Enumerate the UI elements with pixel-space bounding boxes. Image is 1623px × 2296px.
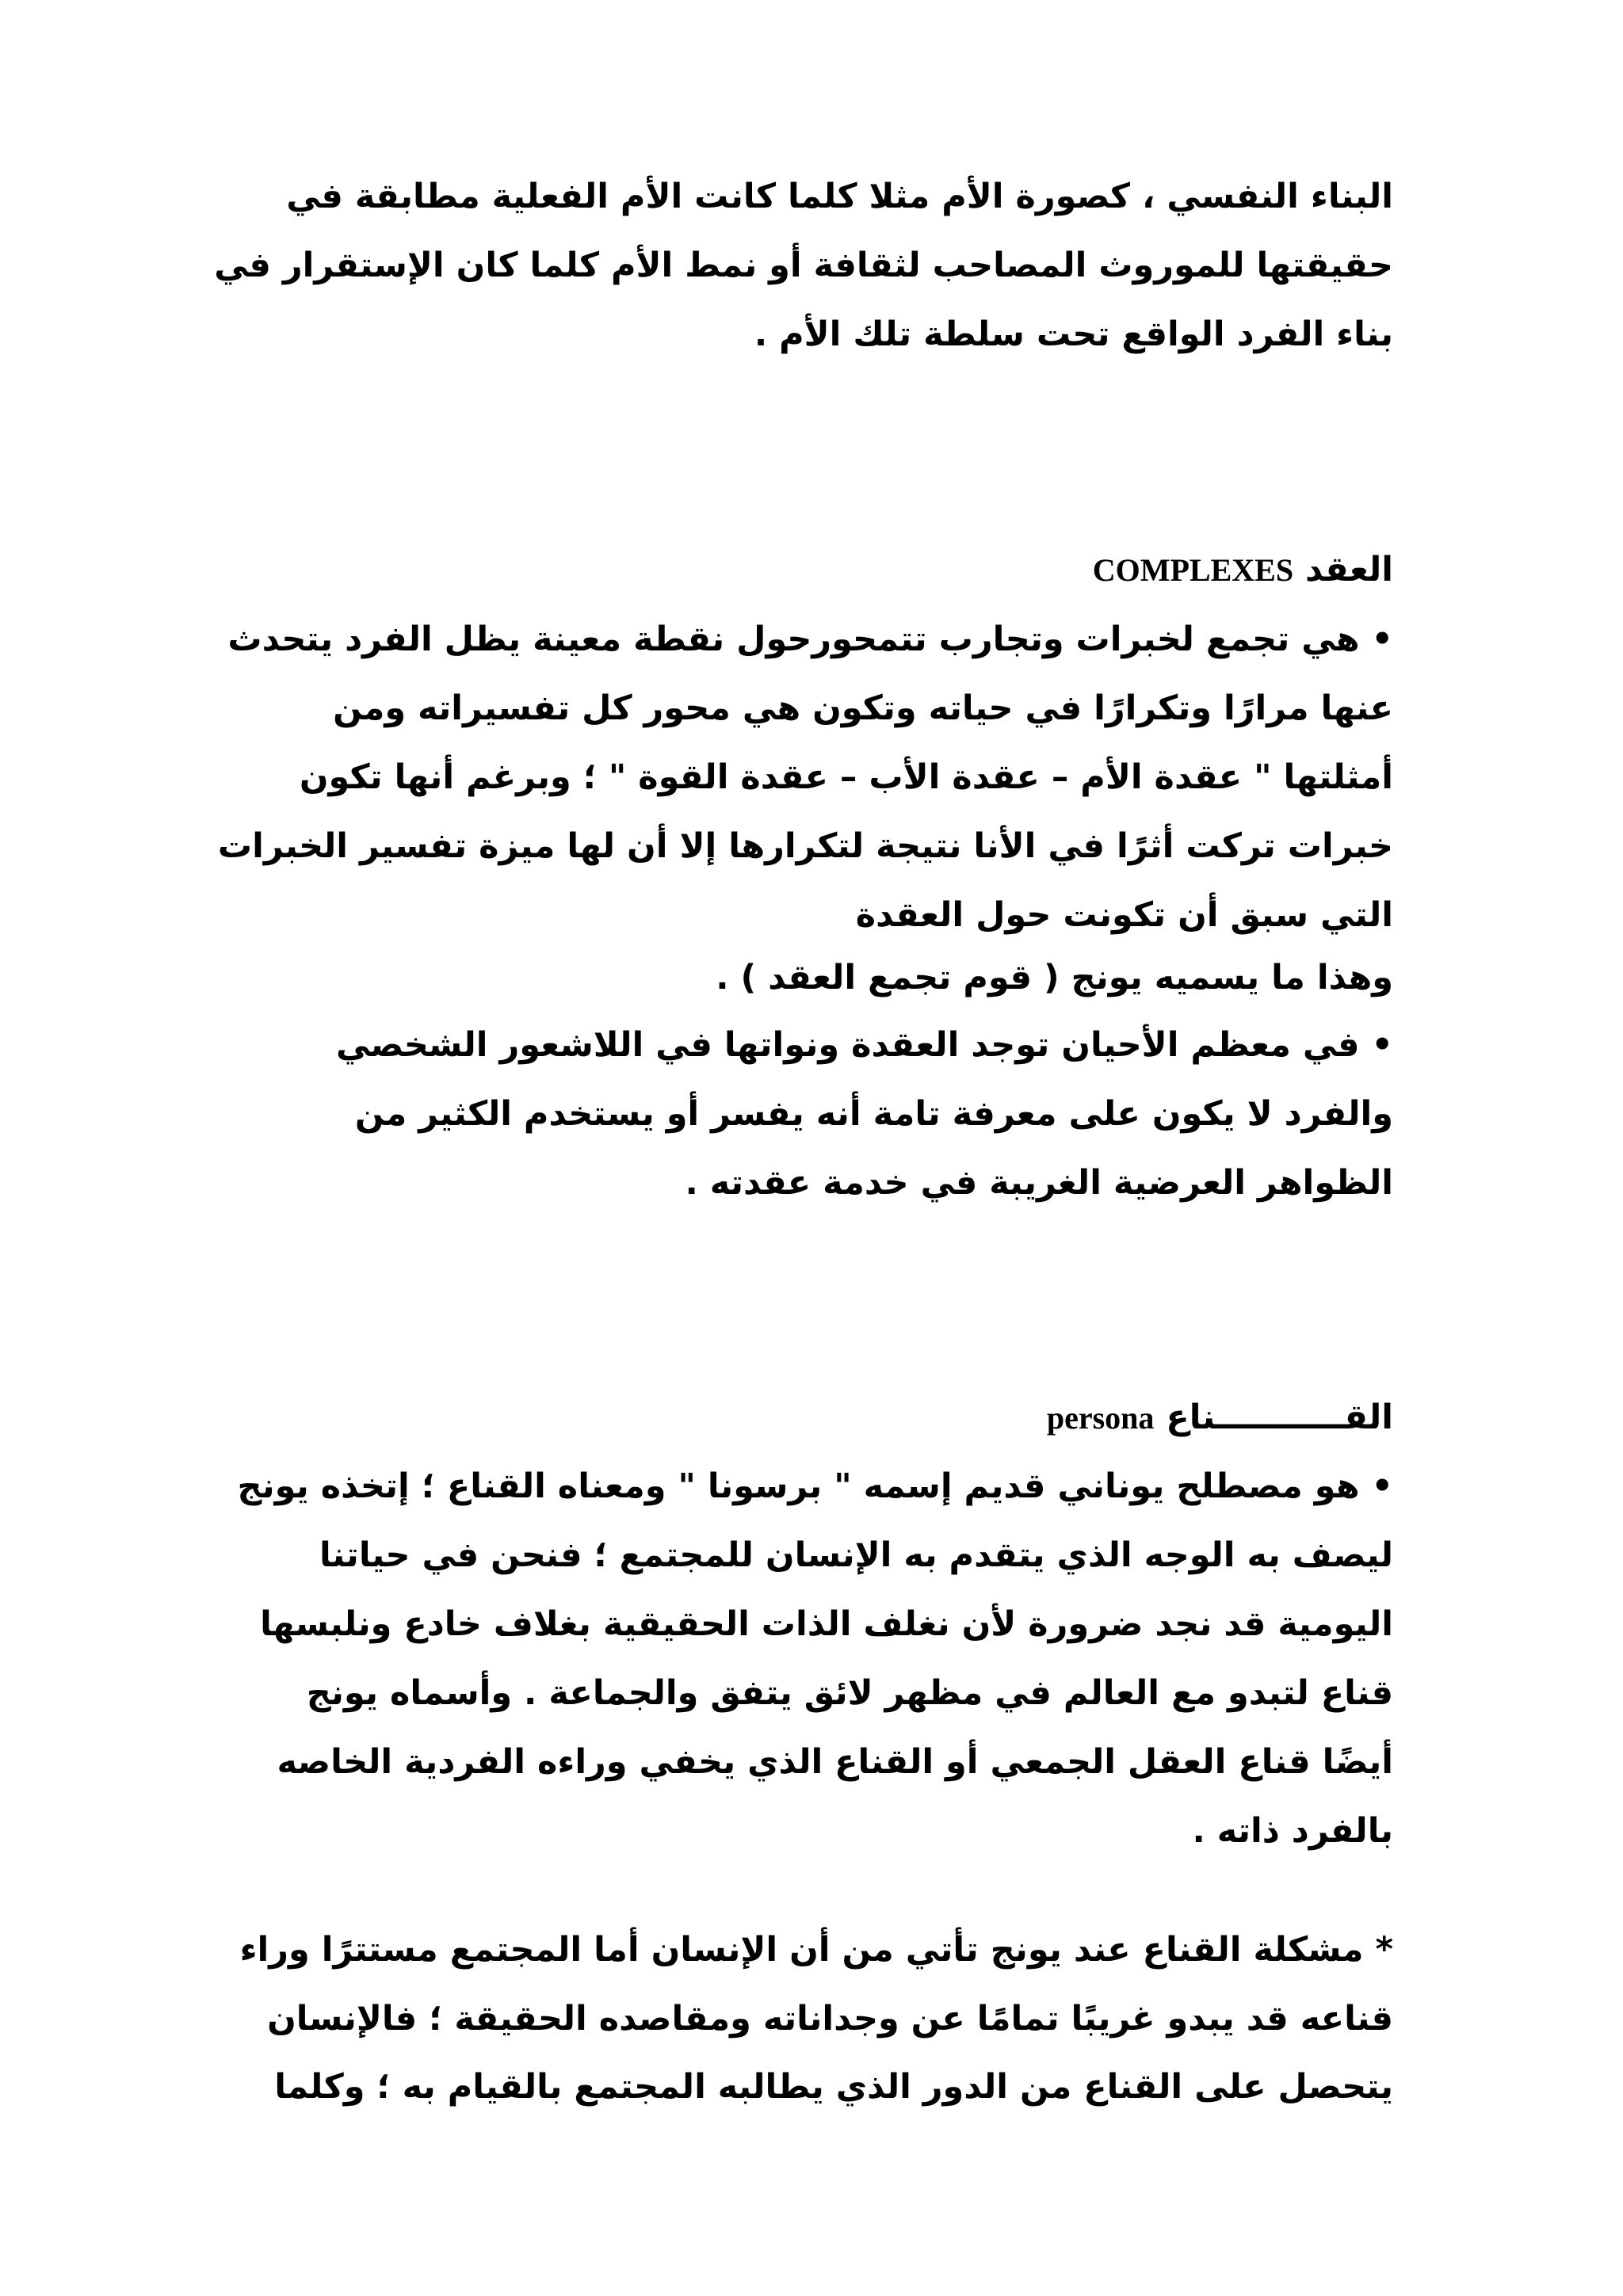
paragraph-line: وهذا ما يسميه يونج ( قوم تجمع العقد ) . <box>716 958 1393 997</box>
paragraph-line: عنها مرارًا وتكرارًا في حياته وتكون هي محور كل تفسيراته ومن <box>333 688 1393 728</box>
paragraph-line: قناعه قد يبدو غريبًا تمامًا عن وجداناته ومقاصده الحقيقة ؛ فالإنسان <box>267 1999 1393 2039</box>
paragraph-line: • هو مصطلح يوناني قديم إسمه " برسونا " ومعناه القناع ؛ إتخذه يونج <box>237 1466 1393 1506</box>
heading-arabic: القـــــــــــناع <box>1166 1398 1393 1437</box>
paragraph-line: * مشكلة القناع عند يونج تأتي من أن الإنسان أما المجتمع مستترًا وراء <box>239 1930 1393 1970</box>
paragraph-line: حقيقتها للموروث المصاحب لثقافة أو نمط الأم كلما كان الإستقرار في <box>214 246 1393 285</box>
heading-english: persona <box>1046 1400 1155 1436</box>
paragraph-line: يتحصل على القناع من الدور الذي يطالبه المجتمع بالقيام به ؛ وكلما <box>274 2067 1393 2107</box>
paragraph-line: • في معظم الأحيان توجد العقدة ونواتها في اللاشعور الشخصي <box>335 1025 1393 1065</box>
paragraph-line: أيضًا قناع العقل الجمعي أو القناع الذي يخفي وراءه الفردية الخاصه <box>277 1742 1393 1782</box>
paragraph-line: بالفرد ذاته . <box>1192 1811 1393 1851</box>
heading-arabic: العقد <box>1305 550 1393 589</box>
paragraph-line: التي سبق أن تكونت حول العقدة <box>855 895 1393 935</box>
paragraph-line: البناء النفسي ، كصورة الأم مثلا كلما كانت الأم الفعلية مطابقة في <box>286 177 1393 216</box>
paragraph-line: أمثلتها " عقدة الأم – عقدة الأب – عقدة القوة " ؛ وبرغم أنها تكون <box>299 757 1393 797</box>
paragraph-line: والفرد لا يكون على معرفة تامة أنه يفسر أو يستخدم الكثير من <box>354 1094 1393 1134</box>
paragraph-line: • هي تجمع لخبرات وتجارب تتمحورحول نقطة معينة يظل الفرد يتحدث <box>227 620 1393 659</box>
section-heading-complexes <box>1093 546 1393 594</box>
section-heading-persona <box>1047 1394 1393 1442</box>
heading-english: COMPLEXES <box>1092 552 1294 588</box>
paragraph-line: بناء الفرد الواقع تحت سلطة تلك الأم . <box>754 315 1393 354</box>
paragraph-line: خبرات تركت أثرًا في الأنا نتيجة لتكرارها إلا أن لها ميزة تفسير الخبرات <box>217 826 1393 866</box>
paragraph-line: اليومية قد نجد ضرورة لأن نغلف الذات الحقيقية بغلاف خادع ونلبسها <box>260 1604 1393 1644</box>
paragraph-line: قناع لتبدو مع العالم في مظهر لائق يتفق والجماعة . وأسماه يونج <box>306 1673 1393 1713</box>
paragraph-line: ليصف به الوجه الذي يتقدم به الإنسان للمجتمع ؛ فنحن في حياتنا <box>319 1535 1393 1575</box>
paragraph-line: الظواهر العرضية الغريبة في خدمة عقدته . <box>685 1163 1393 1203</box>
